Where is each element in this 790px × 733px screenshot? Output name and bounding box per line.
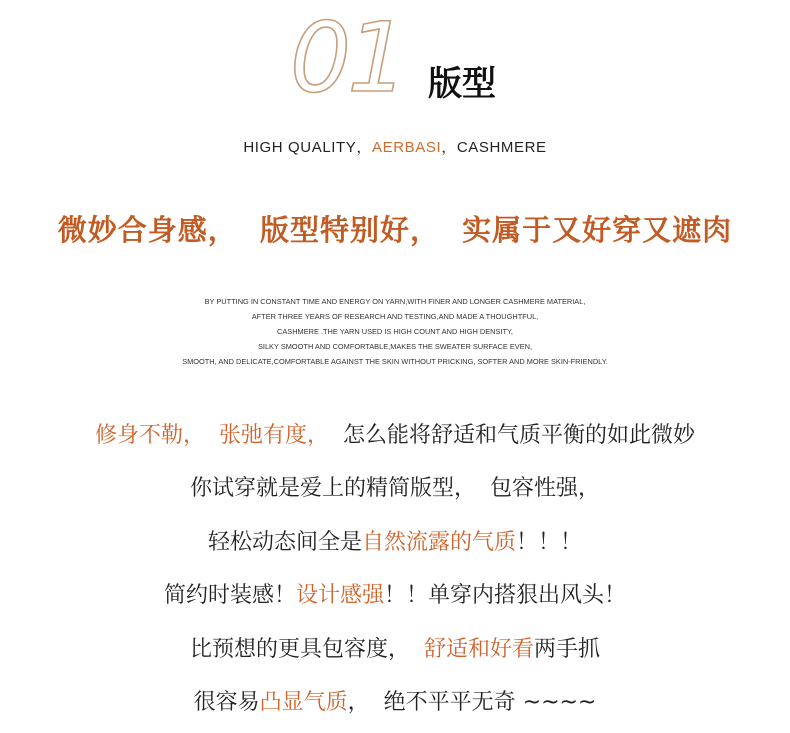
body-highlight: 自然流露的气质 xyxy=(361,529,516,555)
body-text: 很容易 xyxy=(193,689,260,715)
body-line xyxy=(0,679,790,732)
section-number: 01 xyxy=(290,2,405,114)
body-line xyxy=(0,465,790,518)
description-line: SILKY SMOOTH AND COMFORTABLE,MAKES THE SWEATER SURFACE EVEN, xyxy=(257,342,533,351)
description-line: SMOOTH, AND DELICATE,COMFORTABLE AGAINST THE SKIN WITHOUT PRICKING, SOFTER AND MORE SKIN-FRIENDLY. xyxy=(182,357,608,366)
section-heading xyxy=(0,2,790,118)
body-text: 你试穿就是爱上的精简版型， 包容性强， xyxy=(190,476,600,502)
body-line xyxy=(0,626,790,679)
subtitle xyxy=(0,136,790,157)
subtitle-quality: HIGH QUALITY， xyxy=(243,139,372,156)
description-line: BY PUTTING IN CONSTANT TIME AND ENERGY ON YARN,WITH FINER AND LONGER CASHMERE MATERIAL, xyxy=(204,297,586,306)
body-highlight: 凸显气质 xyxy=(259,689,348,715)
body-highlight: 设计感强 xyxy=(295,583,384,609)
body-text: 比预想的更具包容度， xyxy=(189,636,424,662)
body-text: 两手抓 xyxy=(534,636,601,662)
description-line: AFTER THREE YEARS OF RESEARCH AND TESTING,AND MADE A THOUGHTFUL, xyxy=(251,312,539,321)
body-highlight: 舒适和好看 xyxy=(423,636,534,662)
body-text: ， 绝不平平无奇 ~~~~ xyxy=(347,689,597,715)
section-title: 版型 xyxy=(428,64,496,104)
body-text: 简约时装感！ xyxy=(163,583,296,609)
body-highlight: 修身不勒， 张弛有度， xyxy=(95,423,329,448)
subtitle-brand: AERBASI xyxy=(372,139,442,156)
body-text: ！！单穿内搭狠出风头！ xyxy=(384,583,627,609)
body-text: 怎么能将舒适和气质平衡的如此微妙 xyxy=(329,423,695,448)
body-text: 轻松动态间全是 xyxy=(207,529,362,555)
headline: 微妙合身感， 版型特别好， 实属于又好穿又遮肉 xyxy=(57,213,733,247)
body-line xyxy=(0,519,790,572)
description-line: CASHMERE .THE YARN USED IS HIGH COUNT AND HIGH DENSITY, xyxy=(277,327,513,336)
body-copy xyxy=(0,412,790,732)
body-line xyxy=(0,412,790,465)
subtitle-material: ，CASHMERE xyxy=(441,139,547,156)
body-text: ！！！ xyxy=(516,529,583,555)
body-line xyxy=(0,572,790,625)
english-description xyxy=(0,294,790,369)
